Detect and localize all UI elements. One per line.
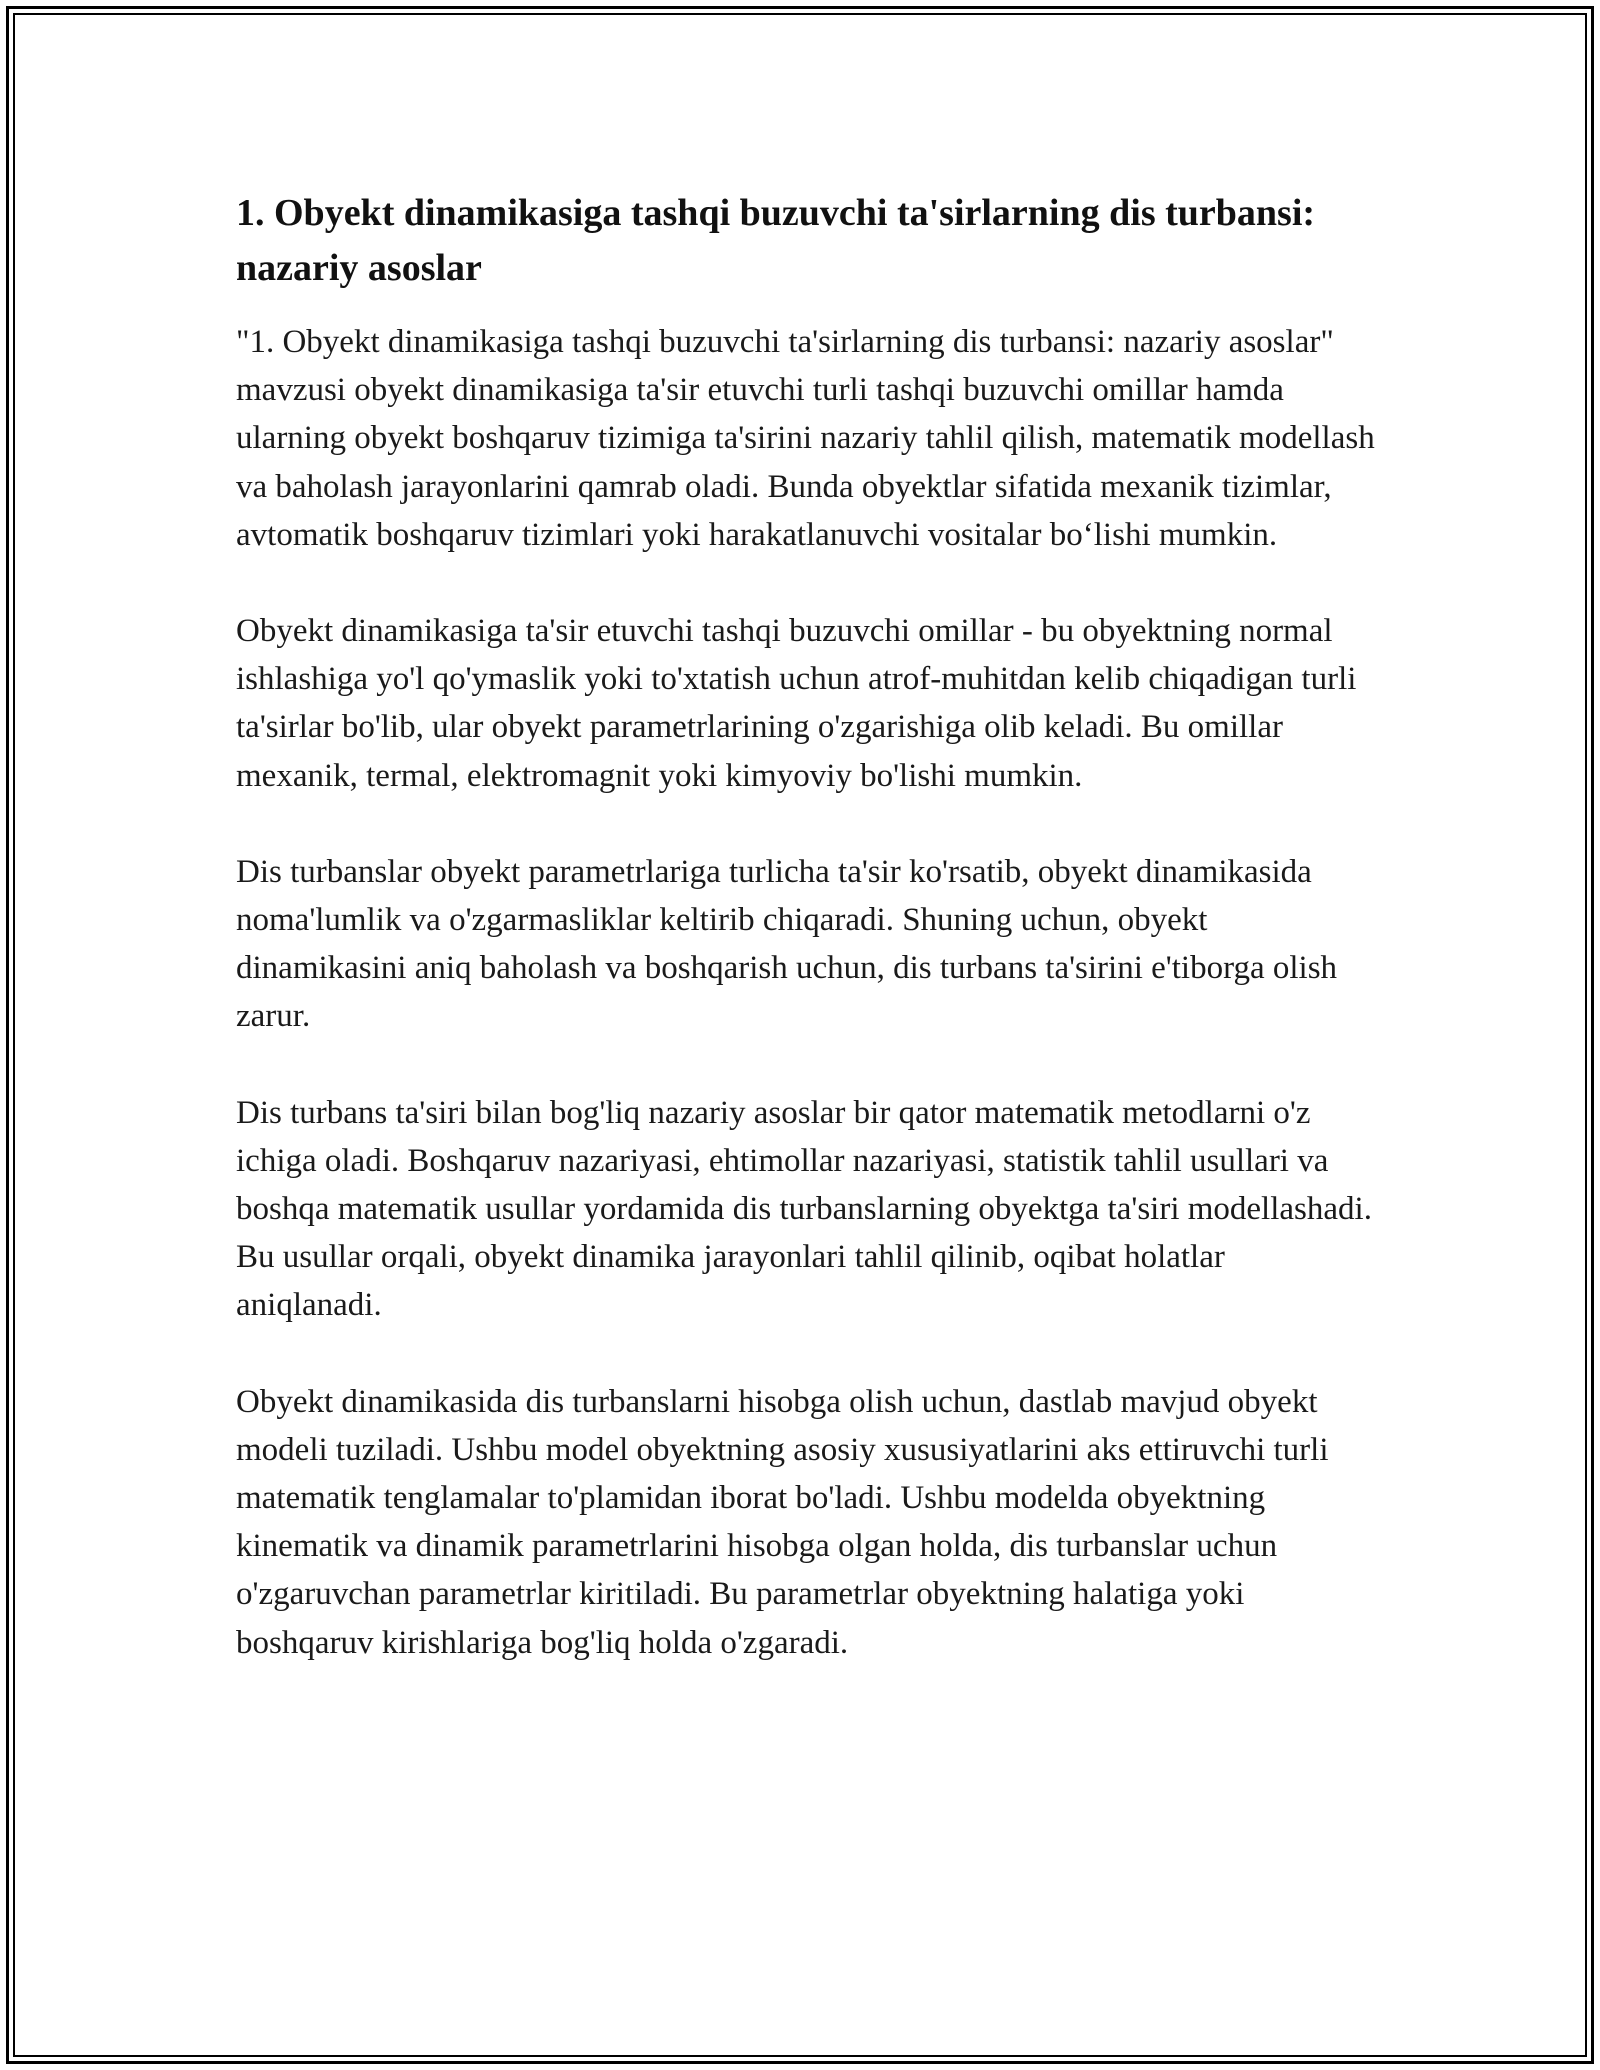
paragraph-5: Obyekt dinamikasida dis turbanslarni hisobga olish uchun, dastlab mavjud obyekt modeli tuziladi. Ushbu model obyektning asosiy xususiyatlarini aks ettiruvchi turli matematik tenglamalar to'plamidan iborat bo'ladi. Ushbu modelda obyektning kinematik va dinamik parametrlarini hisobga olgan holda, dis turbanslar uchun o'zgaruvchan parametrlar kiritiladi. Bu parametrlar obyektning halatiga yoki boshqaruv kirishlariga bog'liq holda o'zgaradi. bbox=[236, 1383, 1329, 1661]
paragraph-1: "1. Obyekt dinamikasiga tashqi buzuvchi ta'sirlarning dis turbansi: nazariy asoslar" mavzusi obyekt dinamikasiga ta'sir etuvchi turli tashqi buzuvchi omillar hamda ularning obyekt boshqaruv tizimiga ta'sirini nazariy tahlil qilish, matematik modellash va baholash jarayonlarini qamrab oladi. Bunda obyektlar sifatida mexanik tizimlar, avtomatik boshqaruv tizimlari yoki harakatlanuvchi vositalar bo‘lishi mumkin. bbox=[236, 324, 1375, 553]
section-heading: 1. Obyekt dinamikasiga tashqi buzuvchi ta'sirlarning dis turbansi: nazariy asoslar bbox=[236, 192, 1316, 289]
document-body bbox=[236, 186, 1376, 1667]
paragraph-4: Dis turbans ta'siri bilan bog'liq nazariy asoslar bir qator matematik metodlarni o'z ichiga oladi. Boshqaruv nazariyasi, ehtimollar nazariyasi, statistik tahlil usullari va boshqa matematik usullar yordamida dis turbanslarning obyektga ta'siri modellashadi. Bu usullar orqali, obyekt dinamika jarayonlari tahlil qilinib, oqibat holatlar aniqlanadi. bbox=[236, 1094, 1372, 1324]
paragraph-3: Dis turbanslar obyekt parametrlariga turlicha ta'sir ko'rsatib, obyekt dinamikasida noma'lumlik va o'zgarmasliklar keltirib chiqaradi. Shuning uchun, obyekt dinamikasini aniq baholash va boshqarish uchun, dis turbans ta'sirini e'tiborga olish zarur. bbox=[236, 853, 1338, 1035]
paragraph-list bbox=[236, 318, 1376, 1667]
paragraph-2: Obyekt dinamikasiga ta'sir etuvchi tashqi buzuvchi omillar - bu obyektning normal ishlashiga yo'l qo'ymaslik yoki to'xtatish uchun atrof-muhitdan kelib chiqadigan turli ta'sirlar bo'lib, ular obyekt parametrlarining o'zgarishiga olib keladi. Bu omillar mexanik, termal, elektromagnit yoki kimyoviy bo'lishi mumkin. bbox=[236, 613, 1357, 794]
